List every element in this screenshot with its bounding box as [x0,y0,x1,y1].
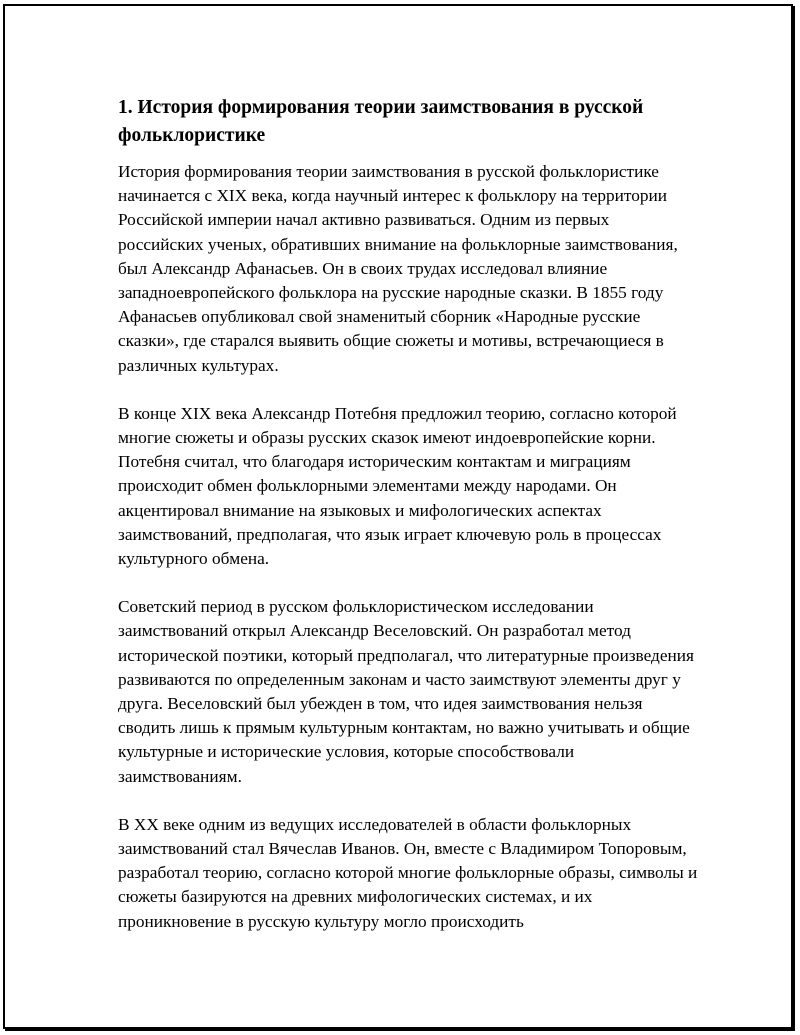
paragraph-3: Советский период в русском фольклористическом исследовании заимствований открыл Александр Веселовский. Он разработал метод исторической поэтики, который предполагал, что литературные произведения развиваются по определенным законам и часто заимствуют элементы друг у друга. Веселовский был убежден в том, что идея заимствования нельзя сводить лишь к прямым культурным контактам, но важно учитывать и общие культурные и исторические условия, которые способствовали заимствованиям. [118,597,694,786]
section-heading: 1. История формирования теории заимствования в русской фольклористике [118,97,644,146]
paragraph-2: В конце XIX века Александр Потебня предложил теорию, согласно которой многие сюжеты и образы русских сказок имеют индоевропейские корни. Потебня считал, что благодаря историческим контактам и миграциям происходит обмен фольклорными элементами между народами. Он акцентировал внимание на языковых и мифологических аспектах заимствований, предполагая, что язык играет ключевую роль в процессах культурного обмена. [118,403,677,569]
paragraph-1: История формирования теории заимствования в русской фольклористике начинается с XIX века, когда научный интерес к фольклору на территории Российской империи начал активно развиваться. Одним из первых российских ученых, обративших внимание на фольклорные заимствования, был Александр Афанасьев. Он в своих трудах исследовал влияние западноевропейского фольклора на русские народные сказки. В 1855 году Афанасьев опубликовал свой знаменитый сборник «Народные русские сказки», где старался выявить общие сюжеты и мотивы, встречающиеся в различных культурах. [118,162,678,375]
paragraph-4: В XX веке одним из ведущих исследователей в области фольклорных заимствований стал Вячеслав Иванов. Он, вместе с Владимиром Топоровым, разработал теорию, согласно которой многие фольклорные образы, символы и сюжеты базируются на древних мифологических системах, и их проникновение в русскую культуру могло происходить [118,814,698,931]
document-body [118,94,698,958]
